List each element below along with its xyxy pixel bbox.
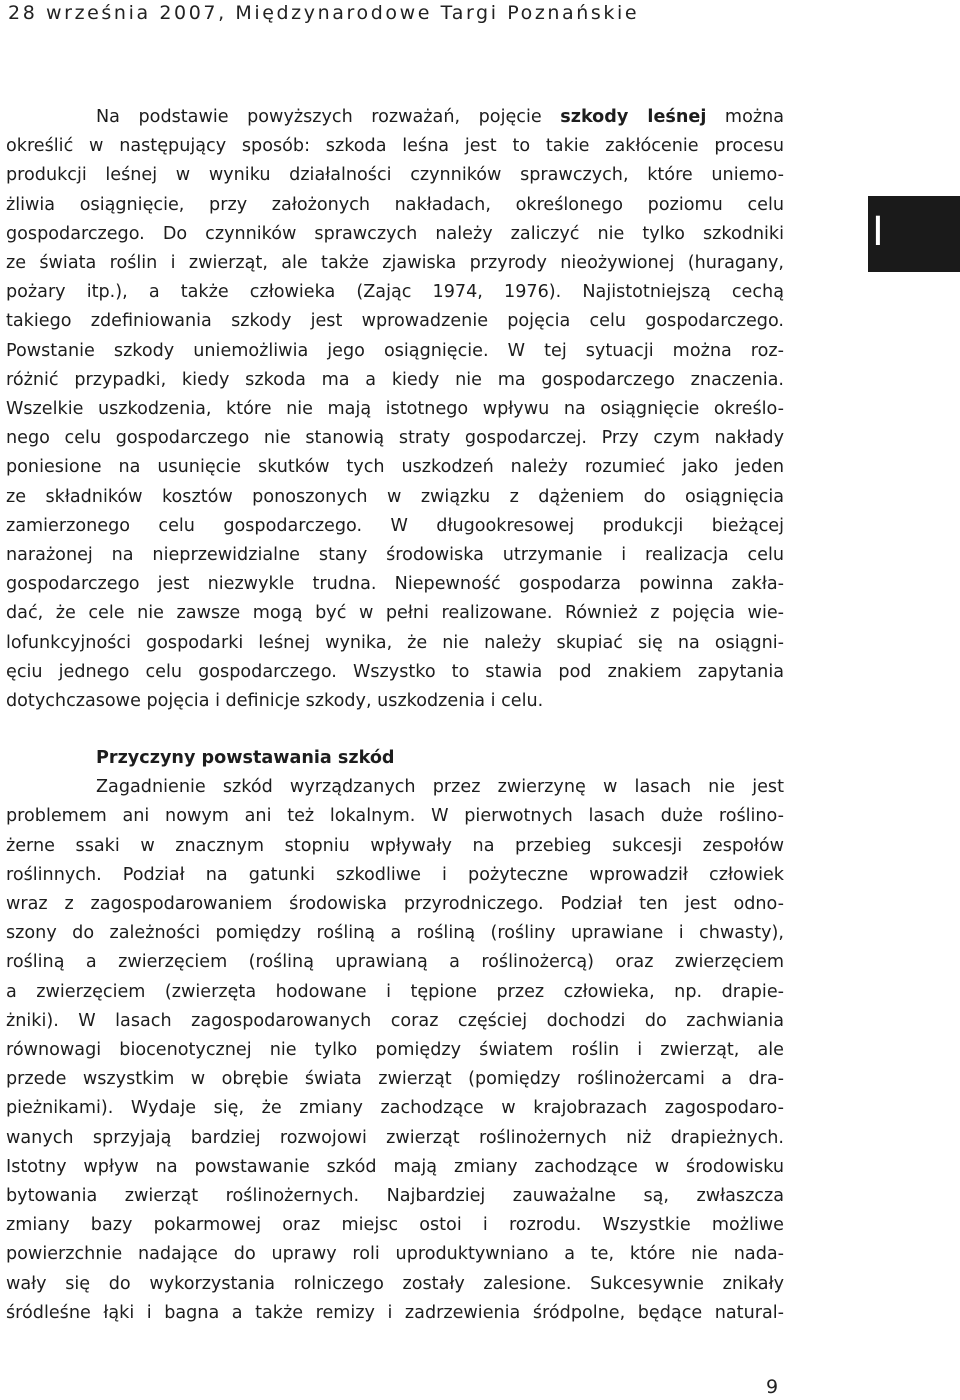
text-line: żerne ssaki w znacznym stopniu wpływały na przebieg sukcesji zespołów (6, 835, 784, 856)
text-line: rośliną a zwierzęciem (rośliną uprawianą a roślinożercą) oraz zwierzęciem (6, 952, 784, 973)
text-line: zmiany bazy pokarmowej oraz miejsc ostoi i rozrodu. Wszystkie możliwe (6, 1215, 784, 1236)
text-line: żniki). W lasach zagospodarowanych coraz częściej dochodzi do zachwiania (6, 1010, 784, 1031)
text-line: bytowania zwierząt roślinożernych. Najbardziej zauważalne są, zwłaszcza (6, 1186, 784, 1207)
section-tab-label: I (872, 209, 884, 255)
text-line: problemem ani nowym ani też lokalnym. W pierwotnych lasach duże roślino- (6, 806, 784, 827)
text-line: zamierzonego celu gospodarczego. W długookresowej produkcji bieżącej (6, 515, 784, 536)
section-tab (868, 196, 960, 272)
text-line: Na podstawie powyższych rozważań, pojęcie szkody leśnej można (96, 107, 784, 127)
text-line: Wszelkie uszkodzenia, które nie mają istotnego wpływu na osiągnięcie określo- (6, 399, 784, 420)
text-line: wały się do wykorzystania rolniczego zostały zalesione. Sukcesywnie znikały (6, 1273, 784, 1294)
bold-term: szkody leśnej (560, 107, 707, 127)
text-line: dać, że cele nie zawsze mogą być w pełni realizowane. Również z pojęcia wie- (6, 603, 784, 624)
text-line: pieżnikami). Wydaje się, że zmiany zachodzące w krajobrazach zagospodaro- (6, 1098, 784, 1119)
text-line: takiego zdefiniowania szkody jest wprowadzenie pojęcia celu gospodarczego. (6, 311, 784, 332)
text-line: poniesione na usunięcie skutków tych uszkodzeń należy rozumieć jako jeden (6, 457, 784, 478)
section-causes (6, 744, 784, 1328)
text-line: gospodarczego. Do czynników sprawczych należy zaliczyć nie tylko szkodniki (6, 223, 784, 244)
text-line: lofunkcyjności gospodarki leśnej wynika, że nie należy skupiać się na osiągni- (6, 632, 784, 653)
page-number: 9 (766, 1376, 779, 1398)
text-line: różnić przypadki, kiedy szkoda ma a kiedy nie ma gospodarczego znaczenia. (6, 369, 784, 390)
text-line: określić w następujący sposób: szkoda leśna jest to takie zakłócenie procesu (6, 136, 784, 157)
text-line: szony do zależności pomiędzy rośliną a rośliną (rośliny uprawiane i chwasty), (6, 923, 784, 944)
section-heading: Przyczyny powstawania szkód (96, 748, 395, 768)
text-line: żliwia osiągnięcie, przy założonych nakładach, określonego poziomu celu (6, 194, 784, 215)
text-line: śródleśne łąki i bagna a także remizy i zadrzewienia śródpolne, będące natural- (6, 1302, 784, 1323)
text-line: przede wszystkim w obrębie świata zwierząt (pomiędzy roślinożercami a dra- (6, 1069, 784, 1090)
text-line: powierzchnie nadające do uprawy roli uproduktywniano a te, które nie nada- (6, 1244, 784, 1265)
text-line: pożary itp.), a także człowieka (Zając 1974, 1976). Najistotniejszą cechą (6, 282, 784, 303)
text-line: ze świata roślin i zwierząt, ale także zjawiska przyrody nieożywionej (huragany, (6, 253, 784, 274)
text-line: produkcji leśnej w wyniku działalności czynników sprawczych, które uniemo- (6, 165, 784, 186)
paragraph-definition (6, 103, 784, 716)
text-line: gospodarczego jest niezwykle trudna. Niepewność gospodarza powinna zakła- (6, 574, 784, 595)
text-line: Istotny wpływ na powstawanie szkód mają zmiany zachodzące w środowisku (6, 1156, 784, 1177)
text-line: a zwierzęciem (zwierzęta hodowane i tępione przez człowieka, np. drapie- (6, 981, 784, 1002)
text-line: wraz z zagospodarowaniem środowiska przyrodniczego. Podział ten jest odno- (6, 894, 784, 915)
text-line: Powstanie szkody uniemożliwia jego osiągnięcie. W tej sytuacji można roz- (6, 340, 784, 361)
text-line: roślinnych. Podział na gatunki szkodliwe i pożyteczne wprowadził człowiek (6, 864, 784, 885)
text-line: nego celu gospodarczego nie stanowią straty gospodarczej. Przy czym nakłady (6, 428, 784, 449)
text-line: narażonej na nieprzewidzialne stany środowiska utrzymanie i realizacja celu (6, 545, 784, 566)
text-line: wanych sprzyjają bardziej rozwojowi zwierząt roślinożernych niż drapieżnych. (6, 1127, 784, 1148)
text-line: dotychczasowe pojęcia i definicje szkody, uszkodzenia i celu. (6, 691, 544, 712)
text-line: ze składników kosztów ponoszonych w związku z dążeniem do osiągnięcia (6, 486, 784, 507)
text-line: ęciu jednego celu gospodarczego. Wszystko to stawia pod znakiem zapytania (6, 661, 784, 682)
page-header: 28 września 2007, Międzynarodowe Targi Poznańskie (8, 2, 640, 24)
text-line: Zagadnienie szkód wyrządzanych przez zwierzynę w lasach nie jest (96, 777, 784, 798)
text-line: równowagi biocenotycznej nie tylko pomiędzy światem roślin i zwierząt, ale (6, 1040, 784, 1061)
